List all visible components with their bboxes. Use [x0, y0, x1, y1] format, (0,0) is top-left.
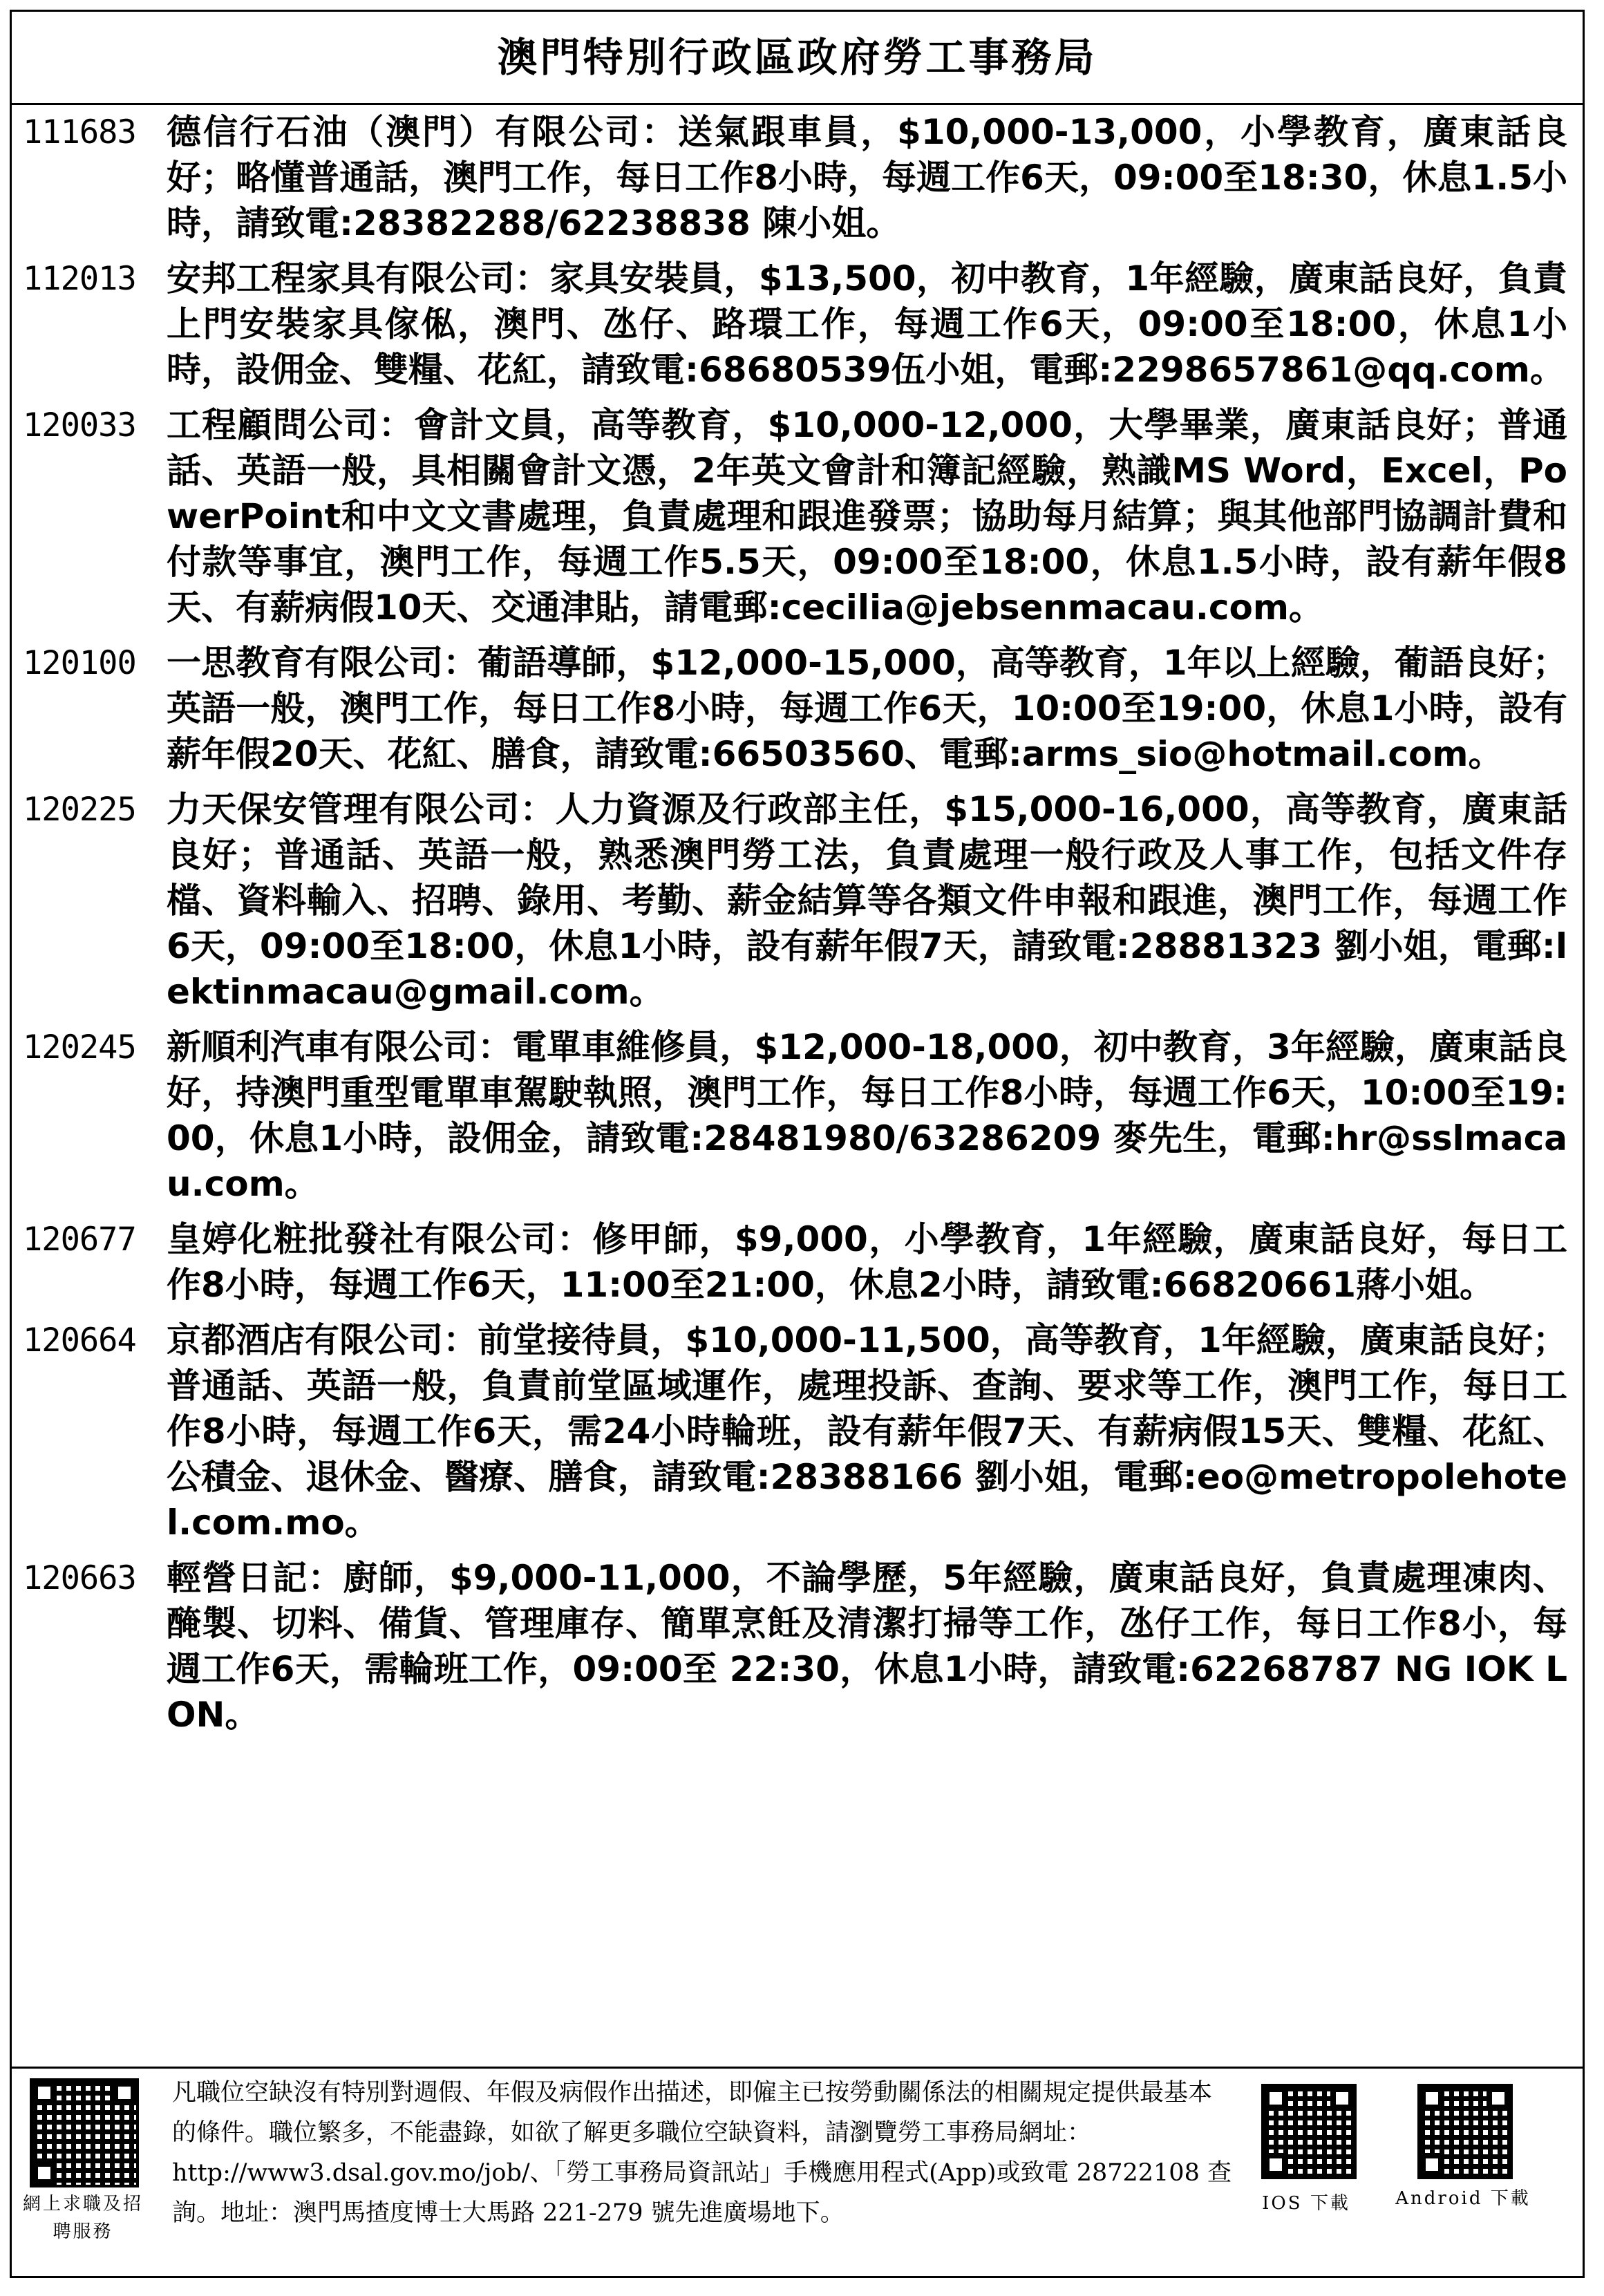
- job-listing: [12, 402, 1583, 630]
- job-description: 輕營日記：廚師，$9,000-11,000，不論學歷，5年經驗，廣東話良好，負責處理凍肉、醃製、切料、備貨、管理庫存、簡單烹飪及清潔打掃等工作，氹仔工作，每日工作8小，每週工作6天，需輪班工作，09:00至 22:30，休息1小時，請致電:62268787 NG IOK LON。: [167, 1558, 1567, 1735]
- job-id: 112013: [23, 260, 136, 298]
- job-portal-qr-code[interactable]: [30, 2078, 139, 2187]
- job-portal-qr-caption: 網上求職及招聘服務: [22, 2194, 143, 2242]
- job-listing: [12, 1216, 1583, 1308]
- job-description: 力天保安管理有限公司：人力資源及行政部主任，$15,000-16,000，高等教育，廣東話良好；普通話、英語一般，熟悉澳門勞工法，負責處理一般行政及人事工作，包括文件存檔、資料輸入、招聘、錄用、考勤、薪金結算等各類文件申報和跟進，澳門工作，每週工作6天，09:00至18:00，休息1小時，設有薪年假7天，請致電:28881323 劉小姐，電郵:lektinmacau@gmail.com。: [167, 789, 1567, 1012]
- job-listing: [12, 1024, 1583, 1207]
- job-id: 120245: [23, 1028, 136, 1066]
- job-id: 111683: [23, 113, 136, 151]
- job-description: 京都酒店有限公司：前堂接待員，$10,000-11,500，高等教育，1年經驗，廣東話良好；普通話、英語一般，負責前堂區域運作，處理投訴、查詢、要求等工作，澳門工作，每日工作8小時，每週工作6天，需24小時輪班，設有薪年假7天、有薪病假15天、雙糧、花紅、公積金、退休金、醫療、膳食，請致電:28388166 劉小姐，電郵:eo@metropolehotel.com.mo。: [167, 1320, 1567, 1543]
- android-download-caption: Android 下載: [1395, 2188, 1531, 2209]
- job-description: 工程顧問公司：會計文員，高等教育，$10,000-12,000，大學畢業，廣東話良好；普通話、英語一般，具相關會計文憑，2年英文會計和簿記經驗，熟識MS Word，Excel，PowerPoint和中文文書處理，負責處理和跟進發票；協助每月結算；與其他部門協調計費和付款等事宜，澳門工作，每週工作5.5天，09:00至18:00，休息1.5小時，設有薪年假8天、有薪病假10天、交通津貼，請電郵:cecilia@jebsenmacau.com。: [167, 405, 1567, 628]
- footer: [12, 2067, 1583, 2276]
- job-listing-sheet: [10, 10, 1585, 2278]
- footer-notice: 凡職位空缺沒有特別對週假、年假及病假作出描述，即僱主已按勞動關係法的相關規定提供最基本的條件。職位繁多，不能盡錄，如欲了解更多職位空缺資料，請瀏覽勞工事務局網址：http://www3.dsal.gov.mo/job/、「勞工事務局資訊站」手機應用程式(App)或致電 28722108 查詢。地址：澳門馬揸度博士大馬路 221-279 號先進廣場地下。: [172, 2079, 1232, 2227]
- job-description: 安邦工程家具有限公司：家具安裝員，$13,500，初中教育，1年經驗，廣東話良好，負責上門安裝家具傢俬，澳門、氹仔、路環工作，每週工作6天，09:00至18:00，休息1小時，設佣金、雙糧、花紅，請致電:68680539伍小姐，電郵:2298657861@qq.com。: [167, 258, 1567, 390]
- job-id: 120225: [23, 791, 136, 829]
- job-listing: [12, 256, 1583, 393]
- job-listing: [12, 1555, 1583, 1738]
- job-id: 120677: [23, 1221, 136, 1259]
- job-description: 皇婷化粧批發社有限公司：修甲師，$9,000，小學教育，1年經驗，廣東話良好，每日工作8小時，每週工作6天，11:00至21:00，休息2小時，請致電:66820661蔣小姐。: [167, 1219, 1567, 1305]
- job-listing: [12, 109, 1583, 246]
- job-id: 120663: [23, 1559, 136, 1597]
- job-description: 新順利汽車有限公司：電單車維修員，$12,000-18,000，初中教育，3年經驗，廣東話良好，持澳門重型電單車駕駛執照，澳門工作，每日工作8小時，每週工作6天，10:00至19:00，休息1小時，設佣金，請致電:28481980/63286209 麥先生，電郵:hr@sslmacau.com。: [167, 1027, 1567, 1204]
- page-title: 澳門特別行政區政府勞工事務局: [12, 12, 1583, 105]
- job-description: 一思教育有限公司：葡語導師，$12,000-15,000，高等教育，1年以上經驗，葡語良好；英語一般，澳門工作，每日工作8小時，每週工作6天，10:00至19:00，休息1小時，設有薪年假20天、花紅、膳食，請致電:66503560、電郵:arms_sio@hotmail.com。: [167, 643, 1567, 774]
- ios-download-caption: IOS 下載: [1262, 2193, 1350, 2214]
- android-app-qr-code[interactable]: [1417, 2084, 1513, 2179]
- job-id: 120664: [23, 1321, 136, 1359]
- ios-app-qr-code[interactable]: [1261, 2084, 1357, 2179]
- job-id: 120100: [23, 644, 136, 682]
- job-description: 德信行石油（澳門）有限公司：送氣跟車員，$10,000-13,000，小學教育，廣東話良好；略懂普通話，澳門工作，每日工作8小時，每週工作6天，09:00至18:30，休息1.5小時，請致電:28382288/62238838 陳小姐。: [167, 112, 1567, 243]
- job-listing: [12, 640, 1583, 777]
- job-id: 120033: [23, 406, 136, 444]
- job-listing: [12, 1317, 1583, 1545]
- job-listing: [12, 787, 1583, 1015]
- job-list: [12, 105, 1583, 1738]
